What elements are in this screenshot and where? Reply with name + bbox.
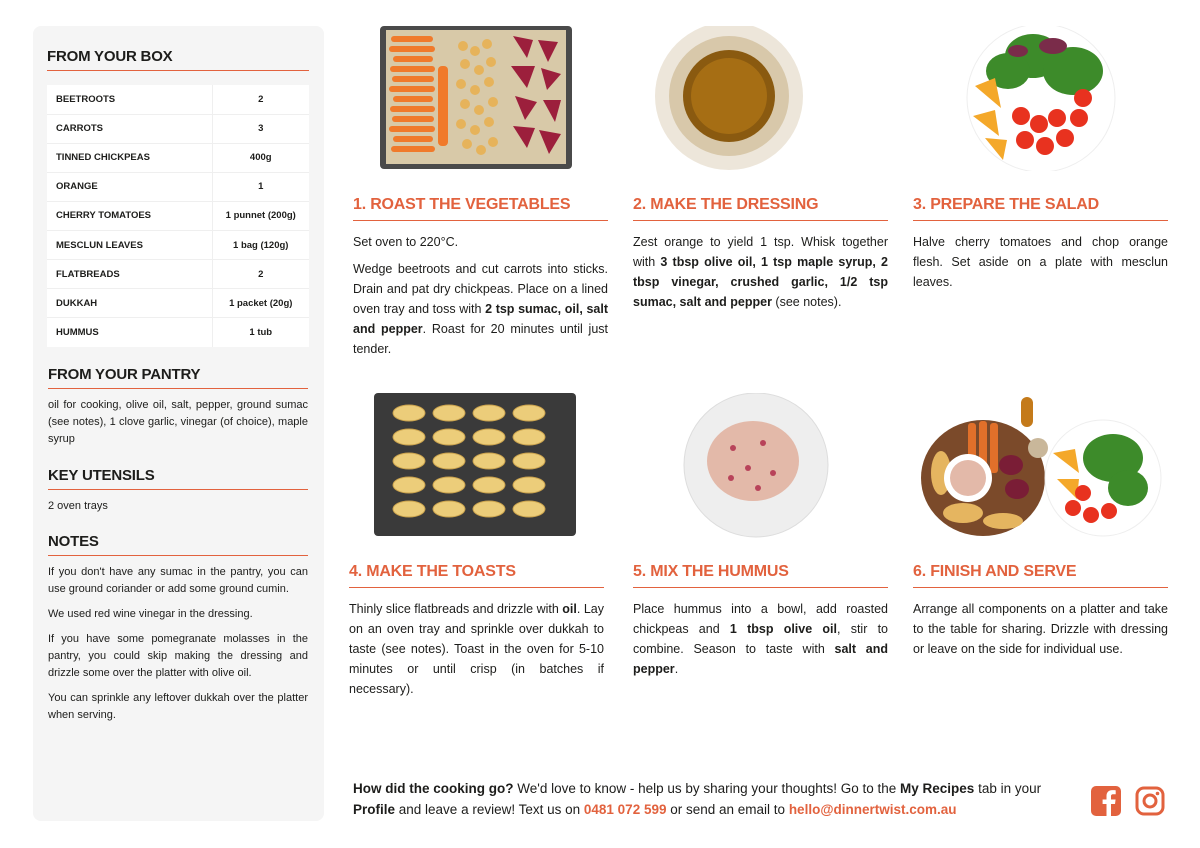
step-1-para-1: Set oven to 220°C. [353, 235, 459, 249]
note-1: If you don't have any sumac in the pantry, you can use ground coriander or add some ground cumin. [48, 566, 308, 595]
ingredient-qty: 2 [258, 93, 264, 105]
step-1-text [353, 232, 608, 359]
step-5-title: 5. MIX THE HUMMUS [633, 563, 888, 588]
email-link[interactable]: hello@dinnertwist.com.au [788, 802, 957, 817]
ingredient-row [47, 114, 309, 143]
ingredient-name: TINNED CHICKPEAS [47, 143, 212, 172]
instagram-icon[interactable] [1134, 785, 1166, 822]
ingredient-qty: 1 bag (120g) [233, 239, 289, 251]
my-recipes-link[interactable]: My Recipes [900, 781, 975, 796]
ingredient-qty: 1 punnet (200g) [225, 210, 296, 222]
utensils-text: 2 oven trays [48, 500, 108, 512]
ingredient-name: FLATBREADS [47, 260, 212, 289]
pantry-title: FROM YOUR PANTRY [48, 366, 308, 389]
step-6-title: 6. FINISH AND SERVE [913, 563, 1168, 588]
ingredient-qty: 3 [258, 123, 264, 135]
utensils-title: KEY UTENSILS [48, 467, 308, 490]
from-your-box-title: FROM YOUR BOX [47, 48, 309, 71]
step-3-title: 3. PREPARE THE SALAD [913, 196, 1168, 221]
ingredient-name: CHERRY TOMATOES [47, 201, 212, 230]
profile-link[interactable]: Profile [353, 802, 396, 817]
pantry-section [48, 366, 308, 456]
ingredient-row [47, 85, 309, 114]
hummus-photo [633, 393, 888, 538]
step-6 [913, 393, 1168, 666]
step-2 [633, 26, 888, 319]
step-2-title: 2. MAKE THE DRESSING [633, 196, 888, 221]
note-2: We used red wine vinegar in the dressing. [48, 608, 253, 620]
ingredient-qty: 1 tub [249, 327, 273, 339]
ingredient-name: DUKKAH [47, 289, 212, 318]
ingredient-qty: 400g [249, 152, 272, 164]
ingredient-row [47, 289, 309, 318]
pantry-text: oil for cooking, olive oil, salt, pepper, ground sumac (see notes), 1 clove garlic, vinegar (of choice), maple syrup [48, 399, 308, 445]
step-2-text: Zest orange to yield 1 tsp. Whisk together with 3 tbsp olive oil, 1 tsp maple syrup, 2 tbsp vinegar, crushed garlic, 1/2 tsp sumac, salt and pepper (see notes). [633, 235, 889, 309]
phone-link[interactable]: 0481 072 599 [583, 802, 667, 817]
step-4-text: Thinly slice flatbreads and drizzle with oil. Lay on an oven tray and sprinkle over dukkah to taste (see notes). Toast in the oven for 5-10 minutes or until crisp (in batches if necessary). [349, 602, 604, 696]
roast-vegetables-photo [353, 26, 608, 171]
ingredient-name: CARROTS [47, 114, 212, 143]
ingredient-qty: 1 [258, 181, 264, 193]
feedback-question: How did the cooking go? [353, 781, 514, 796]
dressing-photo [633, 26, 888, 171]
ingredient-row [47, 172, 309, 201]
step-5-text: Place hummus into a bowl, add roasted chickpeas and 1 tbsp olive oil, stir to combine. Season to taste with salt and pepper. [633, 602, 889, 676]
notes-section [48, 533, 308, 732]
step-4-title: 4. MAKE THE TOASTS [349, 563, 604, 588]
feedback-footer: How did the cooking go? We'd love to know - help us by sharing your thoughts! Go to the My Recipes tab in your Profile and leave a review! Text us on 0481 072 599 or send an email to hello@dinnertwist.com.au [353, 781, 1042, 817]
ingredient-name: HUMMUS [47, 318, 212, 347]
ingredient-row [47, 143, 309, 172]
step-1-para-2: Wedge beetroots and cut carrots into sticks. Drain and pat dry chickpeas. Place on a lined oven tray and toss with 2 tsp sumac, oil, salt and pepper. Roast for 20 minutes until just tender. [353, 262, 609, 356]
note-3: If you have some pomegranate molasses in the pantry, you could skip making the dressing and drizzle some over the platter with olive oil. [48, 633, 308, 679]
ingredient-row [47, 231, 309, 260]
ingredient-row [47, 260, 309, 289]
toasts-photo [349, 393, 604, 538]
step-4 [349, 393, 604, 706]
social-links [1090, 785, 1166, 822]
facebook-icon[interactable] [1090, 785, 1122, 822]
step-6-text: Arrange all components on a platter and take to the table for sharing. Drizzle with dressing or leave on the side for individual use. [913, 602, 1168, 656]
note-4: You can sprinkle any leftover dukkah over the platter when serving. [48, 692, 308, 721]
utensils-section [48, 467, 308, 523]
ingredients-table [47, 85, 309, 347]
ingredient-name: BEETROOTS [47, 85, 212, 114]
salad-photo [913, 26, 1168, 171]
ingredient-name: ORANGE [47, 172, 212, 201]
ingredient-qty: 1 packet (20g) [229, 297, 293, 309]
ingredient-row [47, 318, 309, 347]
step-3-text: Halve cherry tomatoes and chop orange flesh. Set aside on a plate with mesclun leaves. [913, 235, 1168, 289]
step-3 [913, 26, 1168, 299]
ingredient-name: MESCLUN LEAVES [47, 231, 212, 260]
sidebar [33, 26, 324, 821]
serving-platter-photo [913, 393, 1168, 538]
step-1-title: 1. ROAST THE VEGETABLES [353, 196, 608, 221]
ingredient-row [47, 201, 309, 230]
step-5 [633, 393, 888, 686]
ingredient-qty: 2 [258, 268, 264, 280]
notes-title: NOTES [48, 533, 308, 556]
step-1 [353, 26, 608, 366]
